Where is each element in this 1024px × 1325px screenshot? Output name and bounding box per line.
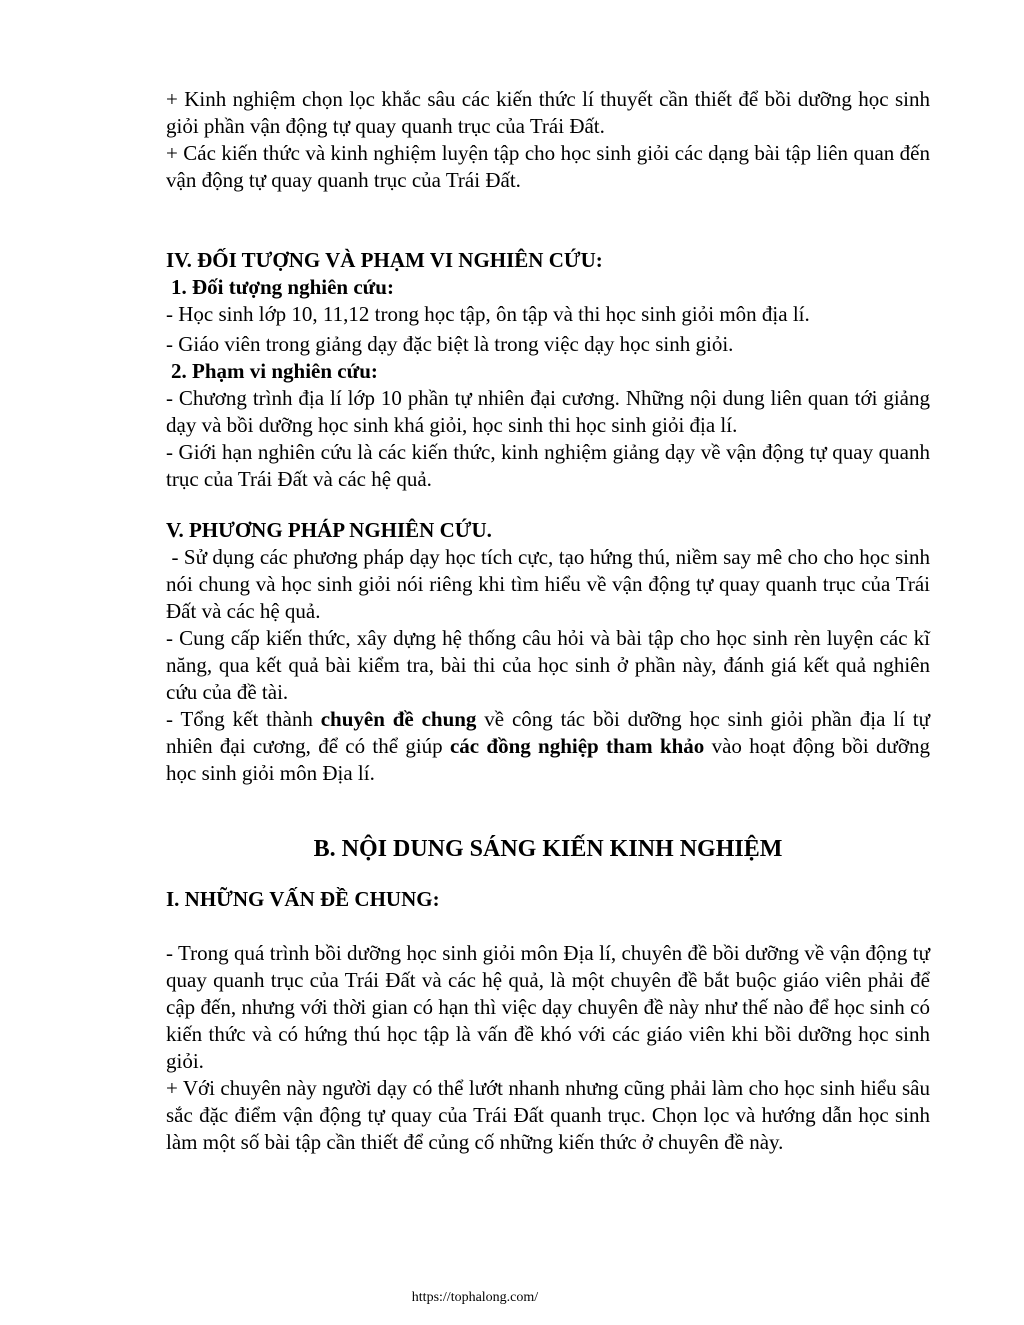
p3-text-c: về công tác bồi dưỡng học sinh giỏi phần địa lí tự nhiên đại cương, để có thể giúp	[166, 707, 930, 758]
section-v-paragraph-2: - Cung cấp kiến thức, xây dựng hệ thống câu hỏi và bài tập cho học sinh rèn luyện các kĩ năng, qua kết quả bài kiểm tra, bài thi của học sinh ở phần này, đánh giá kết quả nghiên cứu của đề tài.	[166, 626, 930, 704]
section-v-heading: V. PHƯƠNG PHÁP NGHIÊN CỨU.	[166, 518, 492, 542]
p3-text-a: - Tổng kết thành	[166, 707, 321, 731]
subsection-2-heading: 2. Phạm vi nghiên cứu:	[171, 359, 378, 383]
subsection-1-item-2: - Giáo viên trong giảng dạy đặc biệt là trong việc dạy học sinh giỏi.	[166, 332, 734, 356]
p3-bold-dong-nghiep: các đồng nghiệp tham khảo	[449, 734, 705, 758]
section-v-paragraph-1: - Sử dụng các phương pháp dạy học tích cực, tạo hứng thú, niềm say mê cho cho học sinh nói chung và học sinh giỏi nói riêng khi tìm hiểu về vận động tự quay quanh trục của Trái Đất và các hệ quả.	[166, 545, 936, 623]
part-b-paragraph-1: - Trong quá trình bồi dưỡng học sinh giỏi môn Địa lí, chuyên đề bồi dưỡng về vận động tự quay quanh trục của Trái Đất và các hệ quả, là một chuyên đề bắt buộc giáo viên phải để cập đến, nhưng với thời gian có hạn thì việc dạy chuyên đề này như thế nào để học sinh có kiến thức và có hứng thú học tập là vấn đề khó với các giáo viên khi bồi dưỡng học sinh giỏi.	[166, 941, 930, 1073]
subsection-2-item-2: - Giới hạn nghiên cứu là các kiến thức, kinh nghiệm giảng dạy về vận động tự quay quanh trục của Trái Đất và các hệ quả.	[166, 440, 930, 491]
intro-paragraph-2: + Các kiến thức và kinh nghiệm luyện tập cho học sinh giỏi các dạng bài tập liên quan đến vận động tự quay quanh trục của Trái Đất.	[166, 141, 930, 192]
document-page	[166, 86, 936, 1156]
subsection-1-heading: 1. Đối tượng nghiên cứu:	[171, 275, 394, 299]
p3-bold-chuyen-de: chuyên đề chung	[320, 707, 477, 731]
part-b-section-i-heading: I. NHỮNG VẤN ĐỀ CHUNG:	[166, 887, 440, 911]
intro-paragraph-1: + Kinh nghiệm chọn lọc khắc sâu các kiến thức lí thuyết cần thiết để bồi dưỡng học sinh giỏi phần vận động tự quay quanh trục của Trái Đất.	[166, 87, 930, 138]
section-iv-heading: IV. ĐỐI TƯỢNG VÀ PHẠM VI NGHIÊN CỨU:	[166, 248, 603, 272]
part-b-heading: B. NỘI DUNG SÁNG KIẾN KINH NGHIỆM	[313, 836, 783, 862]
part-b-paragraph-2: + Với chuyên này người dạy có thể lướt nhanh nhưng cũng phải làm cho học sinh hiểu sâu sắc đặc điểm vận động tự quay của Trái Đất quanh trục. Chọn lọc và hướng dẫn học sinh làm một số bài tập cần thiết để củng cố những kiến thức ở chuyên đề này.	[166, 1076, 930, 1154]
subsection-1-item-1: - Học sinh lớp 10, 11,12 trong học tập, ôn tập và thi học sinh giỏi môn địa lí.	[166, 302, 810, 326]
section-v-paragraph-3	[166, 706, 930, 787]
p3-text-e: vào hoạt động bồi dưỡng học sinh giỏi môn Địa lí.	[166, 734, 931, 785]
footer-url: https://tophalong.com/	[411, 1290, 539, 1305]
subsection-2-item-1: - Chương trình địa lí lớp 10 phần tự nhiên đại cương. Những nội dung liên quan tới giảng dạy và bồi dưỡng học sinh khá giỏi, học sinh thi học sinh giỏi địa lí.	[166, 386, 930, 437]
